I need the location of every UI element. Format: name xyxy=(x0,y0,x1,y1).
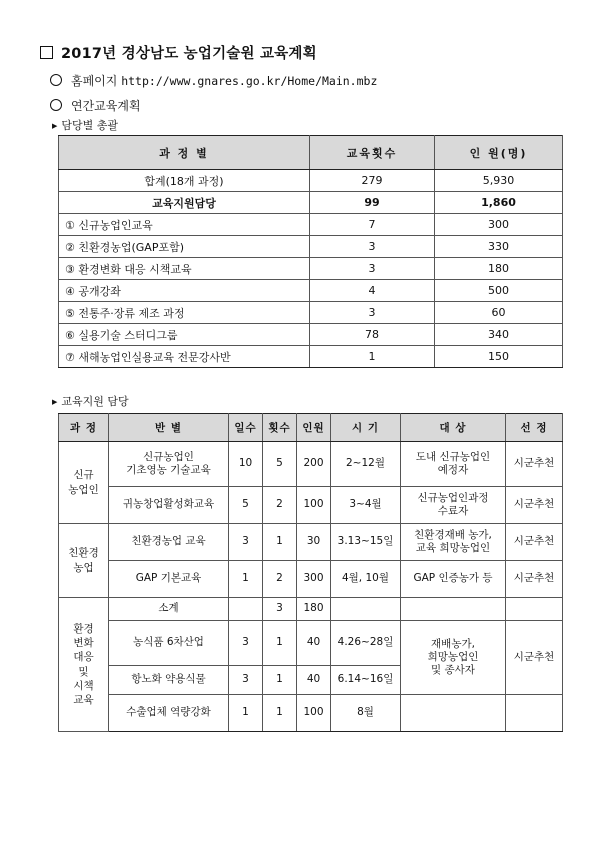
homepage-label: 홈페이지 xyxy=(71,74,118,88)
cell-target xyxy=(401,598,506,621)
cell-course: 항노화 약용식물 xyxy=(109,666,229,695)
cell-name: ⑥ 실용기술 스터디그룹 xyxy=(59,324,310,346)
cell-people: 500 xyxy=(435,280,563,302)
cell-people: 40 xyxy=(297,666,331,695)
title-text: 2017년 경상남도 농업기술원 교육계획 xyxy=(61,46,317,62)
cell-course: GAP 기본교육 xyxy=(109,561,229,598)
triangle-bullet-icon: ▶ xyxy=(52,122,58,130)
table-row xyxy=(59,192,563,214)
cell-selection: 시군추천 xyxy=(506,621,563,695)
section1-label-text: 담당별 총괄 xyxy=(61,119,119,132)
cell-times: 1 xyxy=(263,524,297,561)
cell-people: 60 xyxy=(435,302,563,324)
summary-table xyxy=(58,135,563,368)
cell-period xyxy=(331,598,401,621)
cell-period: 2~12월 xyxy=(331,442,401,487)
cell-count: 78 xyxy=(310,324,435,346)
col-group: 과 정 xyxy=(59,414,109,442)
cell-course: 소계 xyxy=(109,598,229,621)
cell-period: 3.13~15일 xyxy=(331,524,401,561)
section2-label xyxy=(52,393,129,409)
col-class: 반 별 xyxy=(109,414,229,442)
triangle-bullet-icon: ▶ xyxy=(52,398,58,406)
cell-people: 30 xyxy=(297,524,331,561)
col-course: 과 정 별 xyxy=(59,136,310,170)
cell-times: 3 xyxy=(263,598,297,621)
cell-days: 1 xyxy=(229,695,263,732)
annual-plan-label: 연간교육계획 xyxy=(71,99,141,113)
table-row xyxy=(59,280,563,302)
table-row xyxy=(59,170,563,192)
section2-label-text: 교육지원 담당 xyxy=(61,395,129,408)
table-row xyxy=(59,524,563,561)
cell-people: 340 xyxy=(435,324,563,346)
cell-times: 2 xyxy=(263,561,297,598)
col-target: 대 상 xyxy=(401,414,506,442)
cell-people: 100 xyxy=(297,695,331,732)
table-row xyxy=(59,561,563,598)
support-header-row xyxy=(59,414,563,442)
group-new-farmer: 신규 농업인 xyxy=(59,442,109,524)
table-row xyxy=(59,598,563,621)
cell-people: 150 xyxy=(435,346,563,368)
cell-people: 180 xyxy=(297,598,331,621)
col-count: 교육횟수 xyxy=(310,136,435,170)
col-period: 시 기 xyxy=(331,414,401,442)
cell-name: ② 친환경농업(GAP포함) xyxy=(59,236,310,258)
cell-selection: 시군추천 xyxy=(506,442,563,487)
cell-people: 330 xyxy=(435,236,563,258)
cell-course: 신규농업인 기초영농 기술교육 xyxy=(109,442,229,487)
cell-name: ① 신규농업인교육 xyxy=(59,214,310,236)
summary-header-row xyxy=(59,136,563,170)
cell-people: 40 xyxy=(297,621,331,666)
col-selection: 선 정 xyxy=(506,414,563,442)
cell-name: ⑦ 새해농업인실용교육 전문강사반 xyxy=(59,346,310,368)
cell-count: 1 xyxy=(310,346,435,368)
cell-course: 친환경농업 교육 xyxy=(109,524,229,561)
group-env-policy: 환경 변화 대응 및 시책 교육 xyxy=(59,598,109,732)
col-people: 인원 xyxy=(297,414,331,442)
cell-selection xyxy=(506,695,563,732)
homepage-line xyxy=(50,72,377,89)
cell-course: 귀농창업활성화교육 xyxy=(109,487,229,524)
cell-count: 3 xyxy=(310,258,435,280)
table-row xyxy=(59,302,563,324)
cell-count: 4 xyxy=(310,280,435,302)
table-row xyxy=(59,214,563,236)
cell-days: 3 xyxy=(229,666,263,695)
cell-days: 5 xyxy=(229,487,263,524)
checkbox-square-icon xyxy=(40,46,53,59)
cell-people: 180 xyxy=(435,258,563,280)
page-title xyxy=(40,42,317,63)
cell-target: 친환경재배 농가, 교육 희망농업인 xyxy=(401,524,506,561)
cell-name: ③ 환경변화 대응 시책교육 xyxy=(59,258,310,280)
cell-period: 4.26~28일 xyxy=(331,621,401,666)
cell-selection: 시군추천 xyxy=(506,561,563,598)
homepage-link[interactable]: http://www.gnares.go.kr/Home/Main.mbz xyxy=(121,74,378,88)
cell-times: 1 xyxy=(263,695,297,732)
cell-people: 300 xyxy=(435,214,563,236)
table-row xyxy=(59,346,563,368)
annual-plan-line xyxy=(50,97,141,114)
col-people: 인 원(명) xyxy=(435,136,563,170)
table-row xyxy=(59,487,563,524)
cell-days: 3 xyxy=(229,524,263,561)
cell-people: 5,930 xyxy=(435,170,563,192)
cell-period: 8월 xyxy=(331,695,401,732)
cell-selection: 시군추천 xyxy=(506,487,563,524)
table-row xyxy=(59,695,563,732)
cell-people: 1,860 xyxy=(435,192,563,214)
cell-people: 200 xyxy=(297,442,331,487)
group-eco-farming: 친환경 농업 xyxy=(59,524,109,598)
col-days: 일수 xyxy=(229,414,263,442)
circle-bullet-icon xyxy=(50,99,62,111)
table-row xyxy=(59,621,563,666)
cell-people: 100 xyxy=(297,487,331,524)
cell-period: 4월, 10월 xyxy=(331,561,401,598)
table-row xyxy=(59,442,563,487)
cell-count: 7 xyxy=(310,214,435,236)
col-times: 횟수 xyxy=(263,414,297,442)
cell-times: 1 xyxy=(263,666,297,695)
cell-days: 10 xyxy=(229,442,263,487)
cell-count: 3 xyxy=(310,302,435,324)
cell-period: 6.14~16일 xyxy=(331,666,401,695)
cell-count: 99 xyxy=(310,192,435,214)
section1-label xyxy=(52,117,118,133)
cell-days: 3 xyxy=(229,621,263,666)
circle-bullet-icon xyxy=(50,74,62,86)
cell-selection: 시군추천 xyxy=(506,524,563,561)
education-support-table xyxy=(58,413,563,732)
cell-people: 300 xyxy=(297,561,331,598)
cell-target xyxy=(401,695,506,732)
cell-target: 신규농업인과정 수료자 xyxy=(401,487,506,524)
cell-name: 합계(18개 과정) xyxy=(59,170,310,192)
cell-times: 2 xyxy=(263,487,297,524)
cell-name: ④ 공개강좌 xyxy=(59,280,310,302)
cell-count: 3 xyxy=(310,236,435,258)
cell-name: ⑤ 전통주·장류 제조 과정 xyxy=(59,302,310,324)
table-row xyxy=(59,258,563,280)
table-row xyxy=(59,324,563,346)
cell-days: 1 xyxy=(229,561,263,598)
table-row xyxy=(59,236,563,258)
cell-times: 5 xyxy=(263,442,297,487)
cell-target: 도내 신규농업인 예정자 xyxy=(401,442,506,487)
cell-target: GAP 인증농가 등 xyxy=(401,561,506,598)
cell-course: 농식품 6차산업 xyxy=(109,621,229,666)
cell-target: 재배농가, 희망농업인 및 종사자 xyxy=(401,621,506,695)
cell-name: 교육지원담당 xyxy=(59,192,310,214)
cell-period: 3~4월 xyxy=(331,487,401,524)
cell-times: 1 xyxy=(263,621,297,666)
cell-count: 279 xyxy=(310,170,435,192)
cell-selection xyxy=(506,598,563,621)
cell-days xyxy=(229,598,263,621)
cell-course: 수출업체 역량강화 xyxy=(109,695,229,732)
